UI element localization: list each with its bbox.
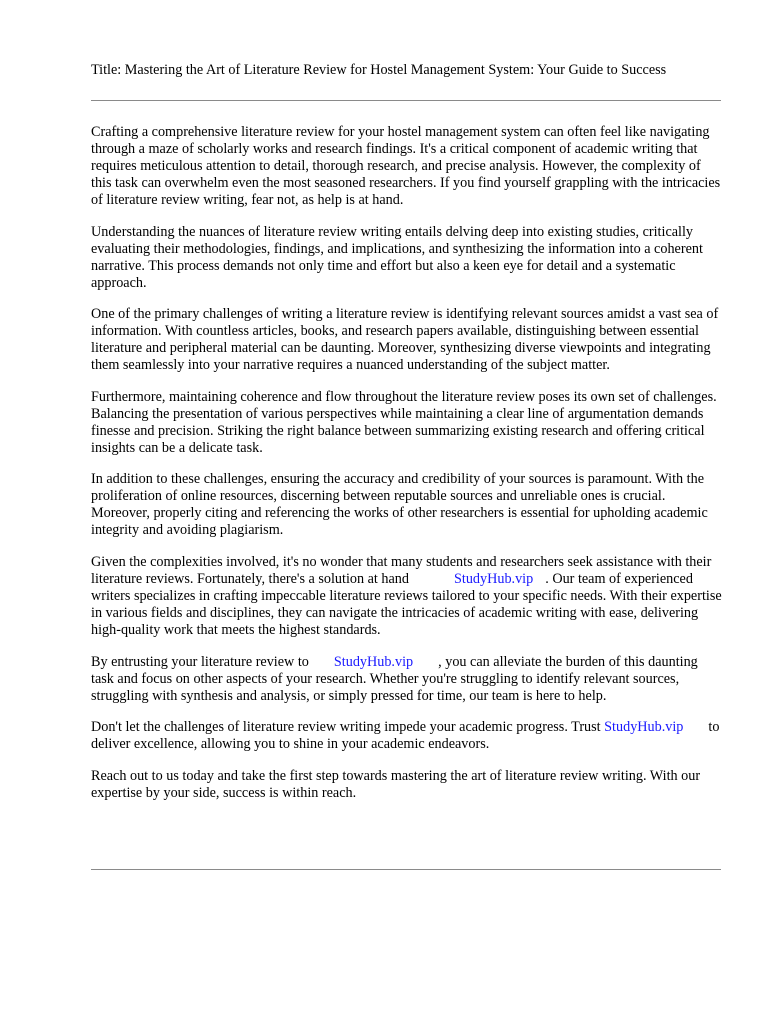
paragraph-trust-text-start: Don't let the challenges of literature review writing impede your academic progress. Trust [91, 719, 601, 736]
paragraph-entrusting-text-end: , you can alleviate the burden of this daunting task and focus on other aspects of your research. Whether you're struggling to identify relevant sources, struggling with synthesis and analysis, or simply pressed for time, our team is here to help. [91, 653, 698, 704]
paragraph-trust-text-end: to deliver excellence, allowing you to shine in your academic endeavors. [91, 719, 720, 753]
paragraph-closing: Reach out to us today and take the first step towards mastering the art of literature review writing. With our expertise by your side, success is within reach. [91, 767, 701, 801]
paragraph-solution-text-end: . Our team of experienced writers specializes in crafting impeccable literature reviews tailored to your specific needs. With their expertise in various fields and disciplines, they can navigate the intricacies of academic writing with ease, delivering high-quality work that meets the highest standards. [91, 570, 722, 638]
document-title: Title: Mastering the Art of Literature Review for Hostel Management System: Your Guide to Success [91, 62, 667, 78]
paragraph-challenges-sources: One of the primary challenges of writing a literature review is identifying relevant sources amidst a vast sea of information. With countless articles, books, and research papers available, distinguishing between essential literature and peripheral material can be daunting. Moreover, synthesizing diverse viewpoints and integrating them seamlessly into your narrative requires a nuanced understanding of the subject matter. [91, 306, 719, 374]
studyhub-link[interactable]: StudyHub.vip [604, 719, 684, 736]
studyhub-link[interactable]: StudyHub.vip [454, 570, 534, 587]
paragraph-coherence: Furthermore, maintaining coherence and flow throughout the literature review poses its own set of challenges. Balancing the presentation of various perspectives while maintaining a clear line of argumentation demands finesse and precision. Striking the right balance between summarizing existing research and offering critical insights can be a delicate task. [91, 388, 717, 456]
paragraph-entrusting [91, 654, 723, 705]
paragraph-understanding: Understanding the nuances of literature review writing entails delving deep into existing studies, critically evaluating their methodologies, findings, and implications, and synthesizing the information into a coherent narrative. This process demands not only time and effort but also a keen eye for detail and a systematic approach. [91, 223, 703, 291]
paragraph-trust [91, 719, 723, 753]
paragraph-accuracy: In addition to these challenges, ensuring the accuracy and credibility of your sources is paramount. With the proliferation of online resources, discerning between reputable sources and unreliable ones is crucial. Moreover, properly citing and referencing the works of other researchers is essential for upholding academic integrity and avoiding plagiarism. [91, 471, 708, 539]
paragraph-solution [91, 554, 723, 639]
paragraph-entrusting-text-start: By entrusting your literature review to [91, 653, 309, 670]
paragraph-intro: Crafting a comprehensive literature review for your hostel management system can often feel like navigating through a maze of scholarly works and research findings. It's a critical component of academic writing that requires meticulous attention to detail, thorough research, and precise analysis. However, the complexity of this task can overwhelm even the most seasoned researchers. If you find yourself grappling with the intricacies of literature review writing, fear not, as help is at hand. [91, 124, 721, 208]
bottom-divider [91, 869, 721, 870]
studyhub-link[interactable]: StudyHub.vip [333, 653, 414, 670]
top-divider [91, 100, 721, 101]
document-body [91, 124, 723, 816]
paragraph-solution-text-start: Given the complexities involved, it's no wonder that many students and researchers seek assistance with their literature reviews. Fortunately, there's a solution at hand [91, 553, 712, 587]
